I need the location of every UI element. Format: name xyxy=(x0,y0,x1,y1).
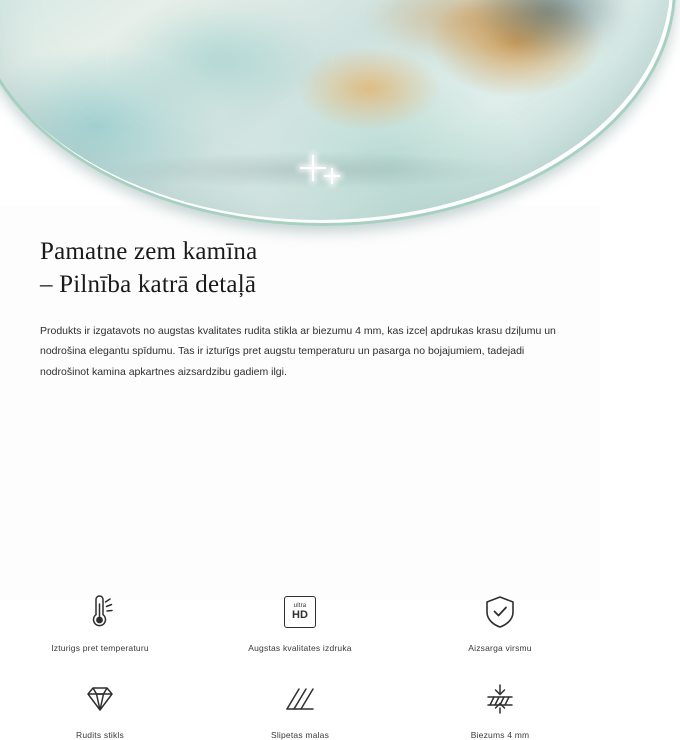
shield-check-icon xyxy=(484,590,516,634)
headline-line-2: – Pilnība katrā detaļā xyxy=(40,271,257,298)
feature-item-surface-protection xyxy=(400,590,600,653)
feature-item-tempered-glass xyxy=(0,677,200,740)
thickness-icon xyxy=(482,677,518,721)
hero-product-image xyxy=(0,0,600,205)
page-title xyxy=(40,235,560,301)
description-paragraph: Produkts ir izgatavots no augstas kvalitates rudita stikla ar biezumu 4 mm, kas izceļ apdrukas krasu dziļumu un nodrošina elegantu spīdumu. Tas ir izturīgs pret augstu temperaturu un pasarga no bojajumiem, tadejadi nodrošinot kamina apkartnes aizsardzibu gadiem ilgi. xyxy=(40,325,556,378)
polished-edges-icon xyxy=(283,677,317,721)
feature-row-spacer xyxy=(0,653,600,677)
ultra-hd-icon-hd-text: HD xyxy=(292,609,308,621)
feature-row xyxy=(0,590,600,653)
feature-item-thickness xyxy=(400,677,600,740)
feature-label: Aizsarga virsmu xyxy=(468,643,532,653)
feature-label: Izturigs pret temperaturu xyxy=(51,643,149,653)
thermometer-icon xyxy=(83,590,117,634)
feature-label: Augstas kvalitates izdruka xyxy=(248,643,352,653)
feature-item-print-quality xyxy=(200,590,400,653)
feature-label: Slipetas malas xyxy=(270,730,330,740)
feature-row xyxy=(0,677,600,740)
ultra-hd-icon-ultra-text: ultra xyxy=(293,603,307,609)
feature-label: Rudits stikls xyxy=(76,730,124,740)
headline-line-1: Pamatne zem kamīna xyxy=(40,238,258,265)
feature-label: Biezums 4 mm xyxy=(470,730,530,740)
text-content xyxy=(0,205,600,382)
diamond-icon xyxy=(82,677,118,721)
feature-grid xyxy=(0,590,600,740)
feature-item-temperature xyxy=(0,590,200,653)
ultra-hd-icon xyxy=(284,590,316,634)
feature-item-polished-edges xyxy=(200,677,400,740)
